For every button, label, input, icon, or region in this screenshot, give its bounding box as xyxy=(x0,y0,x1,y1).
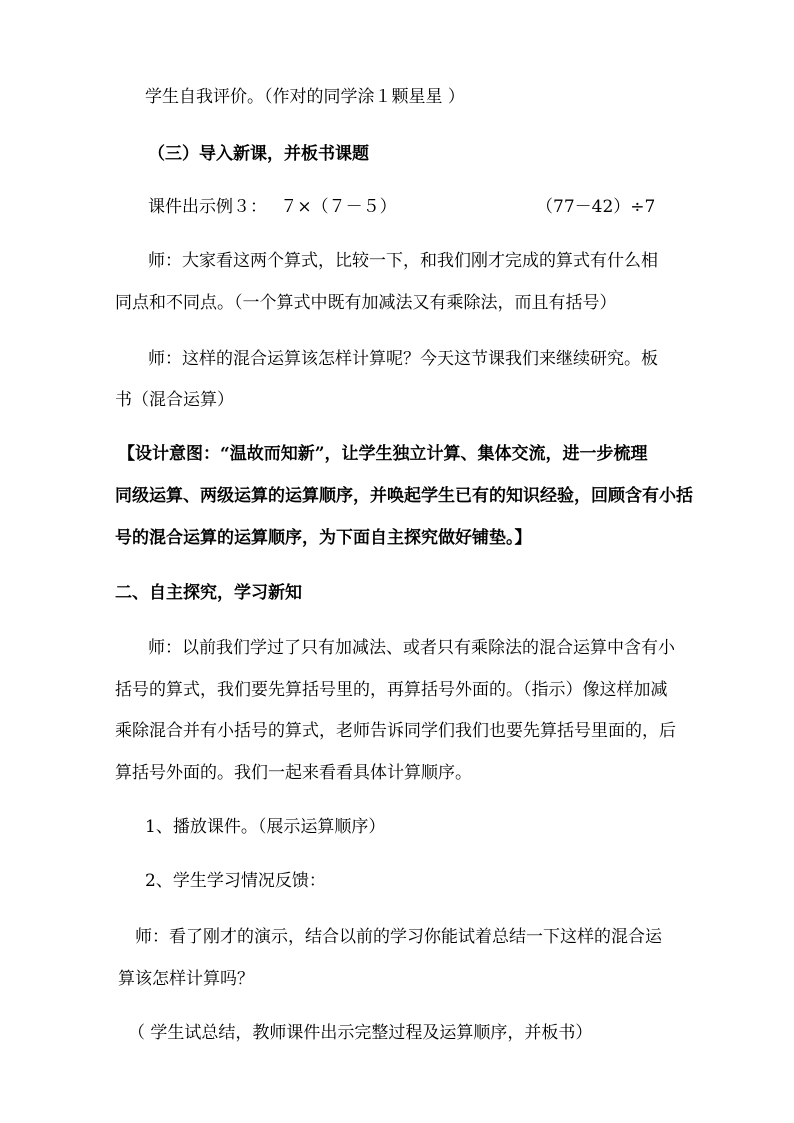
teacher-remark-2-line-1: 师：这样的混合运算该怎样计算呢？今天这节课我们来继续研究。板 xyxy=(148,349,658,369)
paragraph-1-line-3: 乘除混合并有小括号的算式，老师告诉同学们我们也要先算括号里面的，后 xyxy=(115,721,676,741)
teacher-remark-1-line-2: 同点和不同点。（一个算式中既有加减法又有乘除法，而且有括号） xyxy=(115,293,617,313)
part-2-heading: 二、自主探究，学习新知 xyxy=(115,583,302,603)
step-1-line: 1、播放课件。（展示运算顺序） xyxy=(145,817,386,837)
teacher-remark-3-line-2: 算该怎样计算吗？ xyxy=(118,969,254,989)
self-evaluation-line: 学生自我评价。（作对的同学涂１颗星星 ） xyxy=(145,87,465,107)
section-heading-new-lesson: （三）导入新课，并板书课题 xyxy=(148,144,369,164)
step-2-line: 2、学生学习情况反馈： xyxy=(145,871,326,891)
teacher-remark-3-line-1: 师：看了刚才的演示，结合以前的学习你能试着总结一下这样的混合运 xyxy=(135,927,662,947)
teacher-remark-2-line-2: 书（混合运算） xyxy=(115,390,234,410)
design-intent-line-1: 【设计意图：“温故而知新”，让学生独立计算、集体交流，进一步梳理 xyxy=(118,444,648,464)
expression-1: ７×（７－５） xyxy=(280,197,397,217)
design-intent-line-2: 同级运算、两级运算的运算顺序，并唤起学生已有的知识经验，回顾含有小括 xyxy=(115,486,693,506)
summary-line: （ 学生试总结，教师课件出示完整过程及运算顺序，并板书） xyxy=(128,1023,593,1043)
paragraph-1-line-2: 括号的算式，我们要先算括号里的，再算括号外面的。（指示）像这样加减 xyxy=(115,680,668,700)
design-intent-line-3: 号的混合运算的运算顺序，为下面自主探究做好铺垫。】 xyxy=(115,528,532,548)
example-line xyxy=(148,196,656,218)
paragraph-1-line-1: 师：以前我们学过了只有加减法、或者只有乘除法的混合运算中含有小 xyxy=(148,638,675,658)
paragraph-1-line-4: 算括号外面的。我们一起来看看具体计算顺序。 xyxy=(115,763,472,783)
teacher-remark-1-line-1: 师：大家看这两个算式，比较一下，和我们刚才完成的算式有什么相 xyxy=(148,251,658,271)
example-label: 课件出示例３： xyxy=(148,197,267,217)
expression-2: （77－42）÷7 xyxy=(536,197,656,217)
